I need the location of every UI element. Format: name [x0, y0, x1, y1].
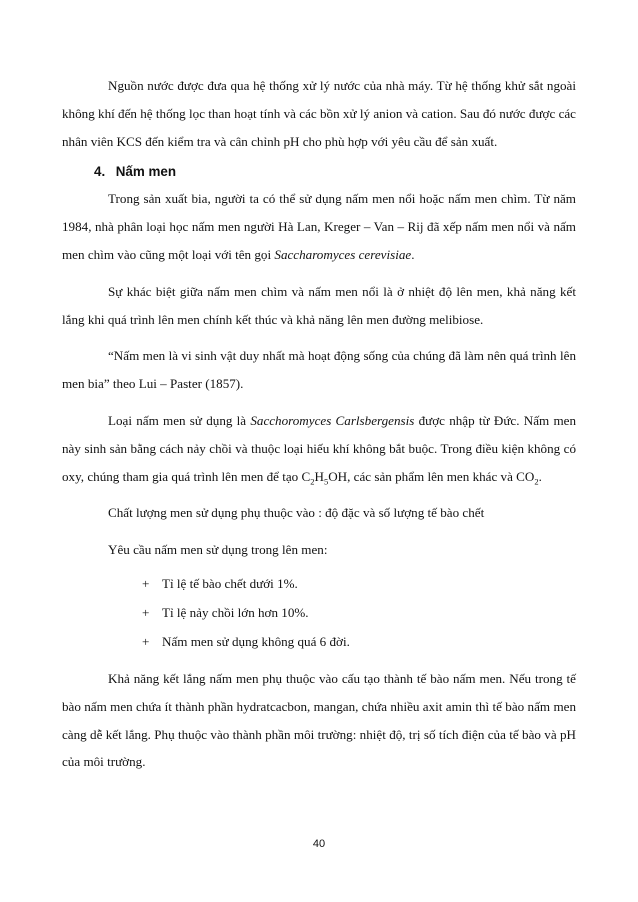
- subscript: 2: [534, 476, 539, 487]
- text-fragment: OH, các sản phẩm lên men khác và CO: [328, 468, 535, 484]
- paragraph-water-treatment: Nguồn nước được đưa qua hệ thống xử lý nước của nhà máy. Từ hệ thống khử sắt ngoài không khí đến hệ thống lọc than hoạt tính và các bồn xử lý anion và cation. Sau đó nước được các nhân viên KCS đến kiểm tra và cân chỉnh pH cho phù hợp với yêu cầu để sản xuất.: [62, 78, 576, 149]
- requirements-list: [62, 569, 576, 656]
- subscript: 2: [310, 476, 315, 487]
- section-heading-yeast: [62, 159, 576, 185]
- paragraph-yeast-types: [62, 185, 576, 268]
- list-item: [62, 598, 576, 627]
- paragraph-text: Trong sản xuất bia, người ta có thể sử dụng nấm men nổi hoặc nấm men chìm. Từ năm 1984, nhà phân loại học nấm men người Hà Lan, Kreger – Van – Rij đã xếp nấm men nổi và nấm men chìm vào cũng một loại với tên gọi: [62, 191, 576, 262]
- text-fragment: H: [314, 468, 324, 484]
- plus-bullet: +: [142, 575, 150, 591]
- text-fragment: Loại nấm men sử dụng là: [108, 412, 251, 428]
- list-item-text: Tỉ lệ nảy chồi lớn hơn 10%.: [162, 604, 309, 620]
- species-name: Sacchoromyces Carlsbergensis: [250, 412, 415, 428]
- subscript: 5: [323, 476, 329, 487]
- species-name: Saccharomyces cerevisiae: [274, 246, 412, 262]
- paragraph-pasteur-quote: “Nấm men là vi sinh vật duy nhất mà hoạt động sống của chúng đã làm nên quá trình lên men bia” theo Lui – Paster (1857).: [62, 348, 576, 392]
- plus-bullet: +: [142, 604, 150, 620]
- list-item: [62, 569, 576, 598]
- page-number: 40: [312, 838, 326, 850]
- list-item: [62, 627, 576, 656]
- list-item-text: Tỉ lệ tế bào chết dưới 1%.: [162, 575, 298, 591]
- list-item-text: Nấm men sử dụng không quá 6 đời.: [162, 633, 350, 649]
- paragraph-yeast-used: [62, 407, 576, 490]
- plus-bullet: +: [142, 633, 150, 649]
- paragraph-end: .: [411, 246, 415, 262]
- paragraph-sedimentation: Khả năng kết lắng nấm men phụ thuộc vào cấu tạo thành tế bào nấm men. Nếu trong tế bào nấm men chứa ít thành phần hydratcacbon, mangan, chứa nhiều axit amin thì tế bào nấm men càng dễ kết lắng. Phụ thuộc vào thành phần môi trường: nhiệt độ, trị số tích điện của tế bào và pH của môi trường.: [62, 670, 576, 770]
- text-fragment: được nhập từ Đức. Nấm men này sinh sản bằng cách nảy chồi và thuộc loại hiếu khí không bắt buộc. Trong điều kiện không có oxy, chúng tham gia quá trình lên men để tạo C: [62, 412, 576, 484]
- paragraph-yeast-quality: Chất lượng men sử dụng phụ thuộc vào : độ đặc và số lượng tế bào chết: [108, 505, 485, 521]
- paragraph-yeast-requirements: Yêu cầu nấm men sử dụng trong lên men:: [108, 542, 328, 558]
- text-fragment: .: [538, 468, 542, 484]
- section-number: 4.: [94, 164, 106, 180]
- paragraph-yeast-difference: Sự khác biệt giữa nấm men chìm và nấm men nổi là ở nhiệt độ lên men, khả năng kết lắng khi quá trình lên men chính kết thúc và khả năng lên men đường melibiose.: [62, 283, 576, 327]
- section-title: Nấm men: [115, 164, 177, 180]
